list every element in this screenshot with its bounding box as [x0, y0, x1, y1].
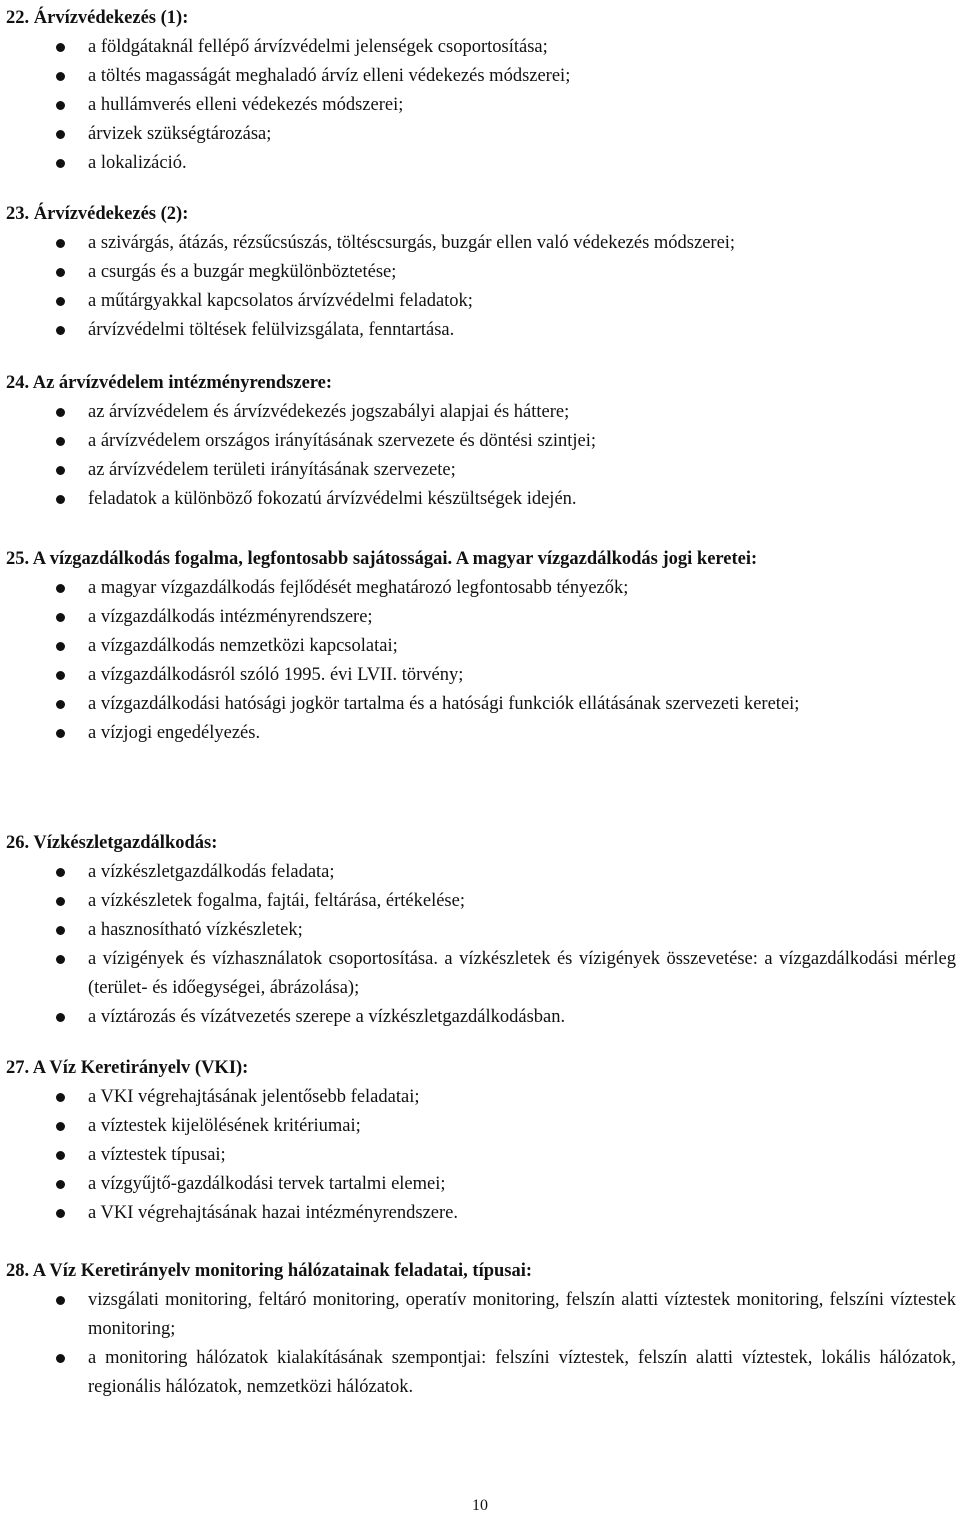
section-number: 27. [6, 1058, 30, 1078]
section-heading [0, 200, 960, 229]
section-title: A vízgazdálkodás fogalma, legfontosabb sajátosságai. A magyar vízgazdálkodás jogi keretei: [32, 549, 758, 569]
list-item-text: a vízgazdálkodási hatósági jogkör tartalma és a hatósági funkciók ellátásának szervezeti keretei; [88, 694, 800, 714]
bullet-icon [56, 43, 65, 52]
bullet-icon [56, 1180, 65, 1189]
list-item-text: feladatok a különböző fokozatú árvízvédelmi készültségek idején. [88, 489, 577, 509]
bullet-list [0, 1286, 960, 1402]
section-heading [0, 1257, 960, 1286]
list-item-text: a monitoring hálózatok kialakításának szempontjai: felszíni víztestek, felszín alatti víztestek, lokális hálózatok, regionális hálózatok, nemzetközi hálózatok. [88, 1348, 956, 1397]
list-item-text: a vízgazdálkodásról szóló 1995. évi LVII. törvény; [88, 665, 464, 685]
bullet-icon [56, 868, 65, 877]
list-item [0, 62, 960, 91]
bullet-icon [56, 955, 65, 964]
section-heading [0, 829, 960, 858]
bullet-icon [56, 408, 65, 417]
section-title: Árvízvédekezés (1): [33, 8, 189, 28]
list-item-text: a hasznosítható vízkészletek; [88, 920, 303, 940]
bullet-list [0, 574, 960, 748]
list-item-text: a földgátaknál fellépő árvízvédelmi jelenségek csoportosítása; [88, 37, 548, 57]
list-item [0, 91, 960, 120]
list-item [0, 1286, 960, 1344]
bullet-list [0, 1083, 960, 1228]
list-item [0, 316, 960, 345]
list-item [0, 149, 960, 178]
section-number: 22. [6, 8, 30, 28]
section-24 [0, 369, 960, 514]
section-26 [0, 829, 960, 1032]
page-number: 10 [472, 1497, 488, 1514]
list-item-text: vizsgálati monitoring, feltáró monitoring, operatív monitoring, felszín alatti víztestek monitoring, felszíni víztestek monitoring; [88, 1290, 956, 1339]
bullet-icon [56, 326, 65, 335]
bullet-icon [56, 437, 65, 446]
list-item-text: az árvízvédelem területi irányításának szervezete; [88, 460, 456, 480]
bullet-icon [56, 130, 65, 139]
list-item [0, 427, 960, 456]
list-item [0, 574, 960, 603]
list-item-text: a szivárgás, átázás, rézsűcsúszás, töltéscsurgás, buzgár ellen való védekezés módszerei; [88, 233, 736, 253]
section-title: Az árvízvédelem intézményrendszere: [32, 373, 333, 393]
bullet-icon [56, 926, 65, 935]
list-item-text: a műtárgyakkal kapcsolatos árvízvédelmi feladatok; [88, 291, 473, 311]
section-number: 24. [6, 373, 30, 393]
bullet-icon [56, 729, 65, 738]
list-item-text: a VKI végrehajtásának jelentősebb feladatai; [88, 1087, 420, 1107]
section-heading [0, 545, 960, 574]
list-item-text: a víztestek típusai; [88, 1145, 226, 1165]
list-item [0, 258, 960, 287]
list-item [0, 1083, 960, 1112]
list-item [0, 661, 960, 690]
section-23 [0, 200, 960, 345]
list-item [0, 33, 960, 62]
section-number: 28. [6, 1261, 30, 1281]
bullet-icon [56, 72, 65, 81]
bullet-icon [56, 1013, 65, 1022]
list-item-text: árvízvédelmi töltések felülvizsgálata, fenntartása. [88, 320, 455, 340]
list-item [0, 690, 960, 719]
list-item-text: a magyar vízgazdálkodás fejlődését meghatározó legfontosabb tényezők; [88, 578, 629, 598]
bullet-icon [56, 101, 65, 110]
list-item [0, 858, 960, 887]
list-item [0, 120, 960, 149]
list-item-text: a VKI végrehajtásának hazai intézményrendszere. [88, 1203, 458, 1223]
list-item [0, 287, 960, 316]
list-item [0, 603, 960, 632]
list-item-text: a vízigények és vízhasználatok csoportosítása. a vízkészletek és vízigények összevetése: a vízgazdálkodási mérleg (terület- és időegységei, ábrázolása); [88, 949, 956, 998]
list-item-text: árvizek szükségtározása; [88, 124, 272, 144]
section-number: 26. [6, 833, 30, 853]
list-item-text: a vízjogi engedélyezés. [88, 723, 261, 743]
bullet-list [0, 398, 960, 514]
list-item [0, 229, 960, 258]
bullet-icon [56, 1093, 65, 1102]
bullet-icon [56, 700, 65, 709]
bullet-icon [56, 297, 65, 306]
section-title: Vízkészletgazdálkodás: [33, 833, 218, 853]
bullet-icon [56, 1209, 65, 1218]
section-title: A Víz Keretirányelv (VKI): [32, 1058, 249, 1078]
list-item-text: a víztározás és vízátvezetés szerepe a vízkészletgazdálkodásban. [88, 1007, 566, 1027]
bullet-icon [56, 584, 65, 593]
bullet-icon [56, 495, 65, 504]
section-25 [0, 545, 960, 748]
bullet-icon [56, 671, 65, 680]
bullet-icon [56, 268, 65, 277]
list-item-text: a lokalizáció. [88, 153, 187, 173]
section-number: 23. [6, 204, 30, 224]
bullet-icon [56, 642, 65, 651]
list-item [0, 1003, 960, 1032]
list-item-text: a vízgyűjtő-gazdálkodási tervek tartalmi elemei; [88, 1174, 446, 1194]
list-item-text: a vízkészletgazdálkodás feladata; [88, 862, 335, 882]
section-title: A Víz Keretirányelv monitoring hálózatainak feladatai, típusai: [32, 1261, 533, 1281]
section-number: 25. [6, 549, 30, 569]
section-heading [0, 4, 960, 33]
list-item-text: a vízgazdálkodás intézményrendszere; [88, 607, 373, 627]
bullet-list [0, 229, 960, 345]
list-item-text: a árvízvédelem országos irányításának szervezete és döntési szintjei; [88, 431, 597, 451]
list-item [0, 1170, 960, 1199]
list-item [0, 719, 960, 748]
list-item [0, 1141, 960, 1170]
list-item-text: a csurgás és a buzgár megkülönböztetése; [88, 262, 397, 282]
bullet-icon [56, 466, 65, 475]
section-title: Árvízvédekezés (2): [33, 204, 189, 224]
list-item [0, 887, 960, 916]
list-item-text: a víztestek kijelölésének kritériumai; [88, 1116, 361, 1136]
list-item-text: a vízgazdálkodás nemzetközi kapcsolatai; [88, 636, 398, 656]
bullet-list [0, 33, 960, 178]
list-item [0, 1199, 960, 1228]
list-item [0, 485, 960, 514]
list-item [0, 945, 960, 1003]
section-28 [0, 1257, 960, 1402]
list-item-text: a hullámverés elleni védekezés módszerei; [88, 95, 404, 115]
bullet-icon [56, 159, 65, 168]
section-heading [0, 369, 960, 398]
section-22 [0, 4, 960, 178]
bullet-icon [56, 897, 65, 906]
section-heading [0, 1054, 960, 1083]
list-item-text: a vízkészletek fogalma, fajtái, feltárása, értékelése; [88, 891, 465, 911]
bullet-icon [56, 1296, 65, 1305]
bullet-icon [56, 1151, 65, 1160]
section-27 [0, 1054, 960, 1228]
list-item-text: a töltés magasságát meghaladó árvíz elleni védekezés módszerei; [88, 66, 571, 86]
list-item [0, 916, 960, 945]
bullet-icon [56, 239, 65, 248]
list-item [0, 398, 960, 427]
bullet-icon [56, 1122, 65, 1131]
bullet-icon [56, 613, 65, 622]
list-item [0, 1344, 960, 1402]
bullet-icon [56, 1354, 65, 1363]
bullet-list [0, 858, 960, 1032]
list-item [0, 1112, 960, 1141]
list-item [0, 456, 960, 485]
list-item-text: az árvízvédelem és árvízvédekezés jogszabályi alapjai és háttere; [88, 402, 570, 422]
list-item [0, 632, 960, 661]
